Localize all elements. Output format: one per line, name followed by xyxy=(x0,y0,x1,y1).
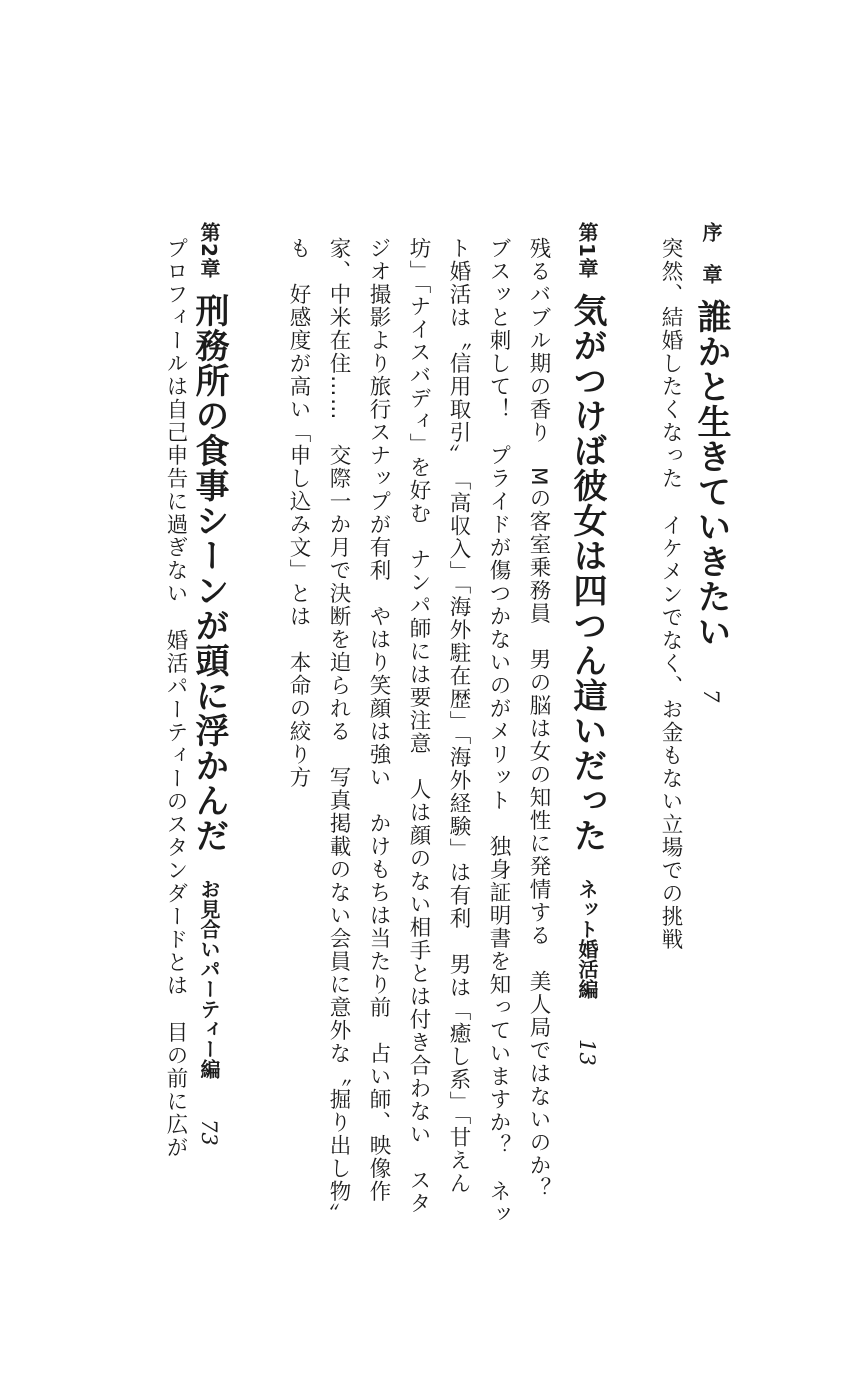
chapter2-subtitle: お見合いパーティー編 xyxy=(197,878,221,1079)
chapter1-title: 気がつけば彼女は四つん這いだった xyxy=(567,292,607,853)
toc-topic: 残るバブル期の香り xyxy=(526,237,551,444)
toc-topic: 交際一か月で決断を迫られる xyxy=(326,444,351,743)
toc-topic: 人は顔のない相手とは付き合わない xyxy=(406,778,431,1147)
toc-topic: Mの客室乗務員 xyxy=(526,467,551,626)
toc-topic: プロフィールは自己申告に過ぎない xyxy=(163,237,188,605)
toc-topic: かけもちは当たり前 xyxy=(366,812,391,1019)
toc-topic: 美人局ではないのか？ xyxy=(526,970,551,1201)
toc-topic: イケメンでなく、お金もない立場での挑戦 xyxy=(658,514,683,951)
toc-topic: スタジオ撮影より旅行スナップが有利 xyxy=(366,237,431,1216)
chapter1-subtitle: ネット婚活編 xyxy=(575,878,599,999)
toc-topic: ナンパ師には要注意 xyxy=(406,548,431,756)
toc-topic: 男の脳は女の知性に発情する xyxy=(526,648,551,948)
prologue-page-number: 7 xyxy=(699,689,723,703)
toc-topic: 独身証明書を知っていますか？ xyxy=(486,835,511,1157)
chapter1-page-number: 13 xyxy=(575,1038,599,1066)
toc-topic: 「高収入」「海外駐在歴」「海外経験」は有利 xyxy=(446,479,471,930)
toc-topic: 好感度が高い「申し込み文」とは xyxy=(286,283,311,628)
prologue-title: 誰かと生きていきたい xyxy=(691,299,731,649)
toc-topic: やはり笑顔は強い xyxy=(366,605,391,789)
toc-topic: 男は「癒し系」「甘えん坊」「ナイスバディ」を好む xyxy=(406,237,471,1196)
chapter1-topics xyxy=(268,237,558,1227)
toc-topic: 突然、結婚したくなった xyxy=(658,237,683,490)
toc-topic: 本命の絞り方 xyxy=(286,651,311,789)
toc-topic: ブスッと刺して！ xyxy=(486,237,511,421)
prologue-label: 序 章 xyxy=(699,222,723,285)
prologue-heading xyxy=(691,222,731,703)
chapter2-label: 第2章 xyxy=(197,222,221,279)
toc-topic: プライドが傷つかないのがメリット xyxy=(486,444,511,812)
prologue-topics xyxy=(641,237,681,1227)
toc-topic: 占い師、映像作家、中米在住…… xyxy=(326,237,391,1203)
toc-topic: ネット婚活は〝信用取引〟 xyxy=(446,237,511,1226)
chapter1-heading xyxy=(567,222,607,1066)
chapter2-heading xyxy=(189,222,229,1146)
toc-topic: 婚活パーティーのスタンダードとは xyxy=(163,629,188,997)
chapter2-topics xyxy=(146,237,186,1227)
toc-topic: 目の前に広が xyxy=(163,1021,188,1159)
chapter1-label: 第1章 xyxy=(575,222,599,279)
toc-topic: 写真掲載のない会員に意外な〝掘り出し物〟も xyxy=(286,237,351,1226)
chapter2-page-number: 73 xyxy=(197,1118,221,1146)
chapter2-title: 刑務所の食事シーンが頭に浮かんだ xyxy=(189,292,229,853)
